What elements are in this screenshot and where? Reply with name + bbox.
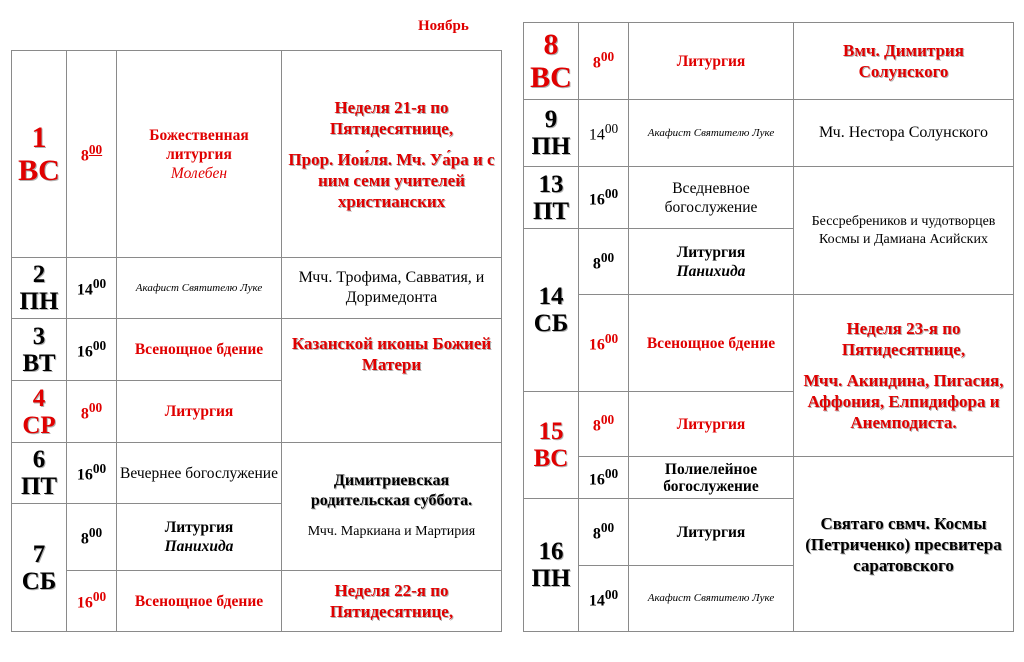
table-row: [524, 23, 1014, 100]
day-cell: 4 СР: [12, 381, 67, 443]
table-row: [12, 319, 502, 381]
feast-cell: Мчч. Трофима, Савватия, и Доримедонта: [282, 258, 502, 319]
time-cell: $8^{00}$: [579, 229, 629, 295]
time-cell: $14^{00}$: [67, 258, 117, 319]
feast-cell: Вмч. Димитрия Солунского: [794, 23, 1014, 100]
feast-cell: Мч. Нестора Солунского: [794, 100, 1014, 167]
table-row: [12, 571, 502, 632]
day-cell: 9 ПН: [524, 100, 579, 167]
day-cell: 14 СБ: [524, 229, 579, 392]
feast-cell: Бессребреников и чудотворцев Космы и Дамиана Асийских: [794, 167, 1014, 295]
table-row: [524, 167, 1014, 229]
service-cell: Акафист Святителю Луке: [629, 100, 794, 167]
service-cell: Всенощное бдение: [629, 295, 794, 392]
time-cell: $8^{00}$: [579, 23, 629, 100]
time-cell: $16^{00}$: [67, 571, 117, 632]
service-cell: Всенощное бдение: [117, 571, 282, 632]
time-cell: $16^{00}$: [579, 295, 629, 392]
service-cell: Божественная литургия Молебен: [117, 51, 282, 258]
time-cell: $8^{00}$: [67, 51, 117, 258]
day-cell: 7 СБ: [12, 504, 67, 632]
table-row: [12, 443, 502, 504]
day-cell: 1 ВС: [12, 51, 67, 258]
service-cell: Литургия: [629, 23, 794, 100]
service-cell: Литургия Панихида: [117, 504, 282, 571]
service-cell: Вечернее богослужение: [117, 443, 282, 504]
day-cell: 13 ПТ: [524, 167, 579, 229]
time-cell: $8^{00}$: [579, 499, 629, 566]
schedule-table-left: [11, 50, 502, 632]
time-cell: $14^{00}$: [579, 566, 629, 632]
feast-cell: Неделя 22-я по Пятидесятнице,: [282, 571, 502, 632]
service-cell: Литургия: [117, 381, 282, 443]
feast-cell: Неделя 21-я по Пятидесятнице, Прор. Иои́ля. Мч. Уа́ра и с ним семи учителей христианских: [282, 51, 502, 258]
time-cell: $16^{00}$: [67, 443, 117, 504]
service-cell: Акафист Святителю Луке: [629, 566, 794, 632]
day-cell: 6 ПТ: [12, 443, 67, 504]
service-cell: Всенощное бдение: [117, 319, 282, 381]
day-cell: 8 ВС: [524, 23, 579, 100]
month-title: Ноябрь: [418, 18, 469, 34]
table-row: [524, 295, 1014, 392]
table-row: [12, 258, 502, 319]
day-cell: 15 ВС: [524, 392, 579, 499]
day-cell: 16 ПН: [524, 499, 579, 632]
service-cell: Литургия Панихида: [629, 229, 794, 295]
feast-cell: Святаго свмч. Космы (Петриченко) пресвитера саратовского: [794, 457, 1014, 632]
day-cell: 2 ПН: [12, 258, 67, 319]
service-cell: Акафист Святителю Луке: [117, 258, 282, 319]
feast-cell: Неделя 23-я по Пятидесятнице, Мчч. Акиндина, Пигасия, Аффония, Елпидифора и Анемподиста.: [794, 295, 1014, 457]
table-row: [524, 100, 1014, 167]
service-cell: Вседневное богослужение: [629, 167, 794, 229]
table-row: [524, 457, 1014, 499]
service-cell: Полиелейное богослужение: [629, 457, 794, 499]
time-cell: $16^{00}$: [579, 167, 629, 229]
table-row: [12, 51, 502, 258]
service-cell: Литургия: [629, 499, 794, 566]
feast-cell: Казанской иконы Божией Матери: [282, 319, 502, 443]
time-cell: $16^{00}$: [579, 457, 629, 499]
service-cell: Литургия: [629, 392, 794, 457]
time-cell: $16^{00}$: [67, 319, 117, 381]
day-cell: 3 ВТ: [12, 319, 67, 381]
feast-cell: Димитриевская родительская суббота. Мчч. Маркиана и Мартирия: [282, 443, 502, 571]
schedule-table-right: [523, 22, 1014, 632]
time-cell: $14^{00}$: [579, 100, 629, 167]
time-cell: $8^{00}$: [579, 392, 629, 457]
time-cell: $8^{00}$: [67, 381, 117, 443]
time-cell: $8^{00}$: [67, 504, 117, 571]
